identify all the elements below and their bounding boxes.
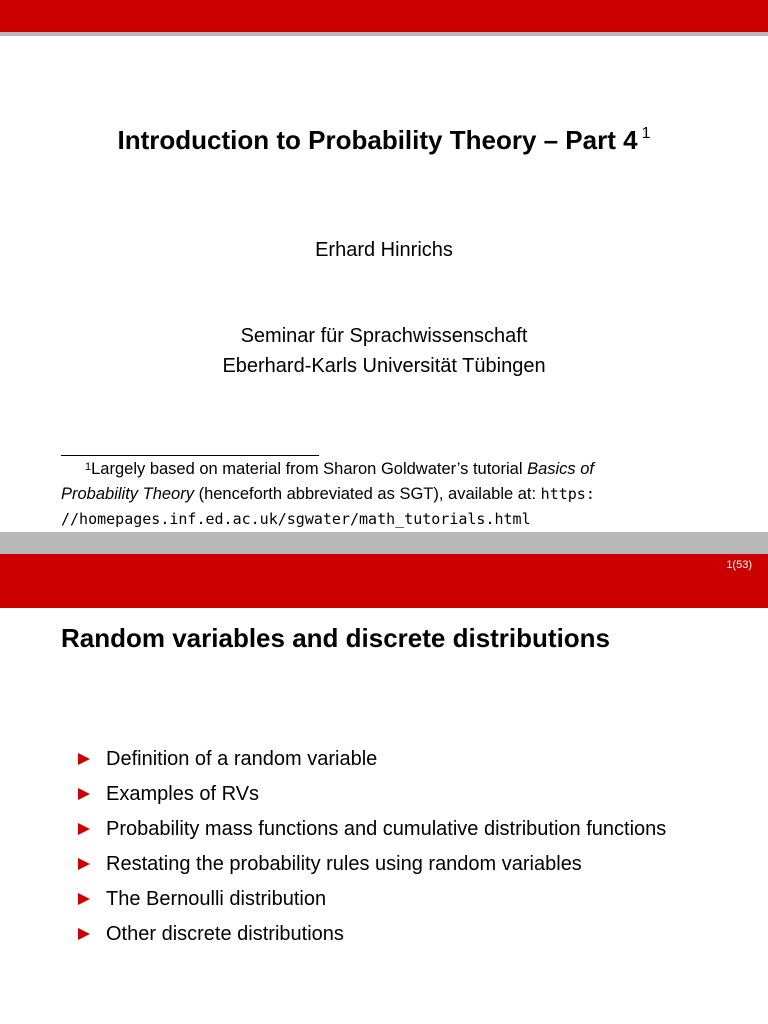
bullet-text: Definition of a random variable <box>106 748 378 770</box>
author-name: Erhard Hinrichs <box>315 239 453 261</box>
slide2-title: Random variables and discrete distributions <box>61 623 611 653</box>
red-triangle-bullet-icon <box>78 823 90 835</box>
footnote-url-part1: https: <box>540 485 595 503</box>
slide1-title-text: Introduction to Probability Theory – Part 4 <box>117 125 638 155</box>
bullet-list <box>75 745 715 955</box>
footnote-rule <box>61 455 319 456</box>
institution-line-2: Eberhard-Karls Universität Tübingen <box>222 355 546 377</box>
footnote-number: 1 <box>85 461 92 473</box>
bullet-item <box>75 885 715 914</box>
title-footnote-mark: 1 <box>641 125 651 142</box>
slide1-title <box>0 122 768 158</box>
bullet-item <box>75 850 715 879</box>
bullet-item <box>75 780 715 809</box>
page-number: 1(53) <box>726 559 752 571</box>
bullet-text: Probability mass functions and cumulative distribution functions <box>106 818 667 840</box>
red-triangle-bullet-icon <box>78 788 90 800</box>
bullet-item <box>75 815 715 844</box>
slide1-bottom-gray-band <box>0 532 768 554</box>
bullet-text: Restating the probability rules using random variables <box>106 853 582 875</box>
bullet-text: Examples of RVs <box>106 783 260 805</box>
red-triangle-bullet-icon <box>78 858 90 870</box>
slide1-top-bar-underline <box>0 32 768 36</box>
footnote-url-part2: //homepages.inf.ed.ac.uk/sgwater/math_tutorials.html <box>61 510 531 528</box>
footnote-italic-1: Basics of <box>527 460 595 478</box>
footnote-text-1: Largely based on material from Sharon Goldwater’s tutorial <box>91 460 528 478</box>
bullet-text: Other discrete distributions <box>106 923 344 945</box>
bullet-item <box>75 745 715 774</box>
slide2-header-bar <box>0 554 768 608</box>
bullet-text: The Bernoulli distribution <box>106 888 327 910</box>
red-triangle-bullet-icon <box>78 893 90 905</box>
institution-line-1: Seminar für Sprachwissenschaft <box>240 325 528 347</box>
slide1-top-bar <box>0 0 768 32</box>
footnote <box>61 457 721 532</box>
red-triangle-bullet-icon <box>78 928 90 940</box>
red-triangle-bullet-icon <box>78 753 90 765</box>
footnote-text-2: (henceforth abbreviated as SGT), available at: <box>193 485 541 503</box>
footnote-italic-2: Probability Theory <box>61 485 194 503</box>
bullet-item <box>75 920 715 949</box>
